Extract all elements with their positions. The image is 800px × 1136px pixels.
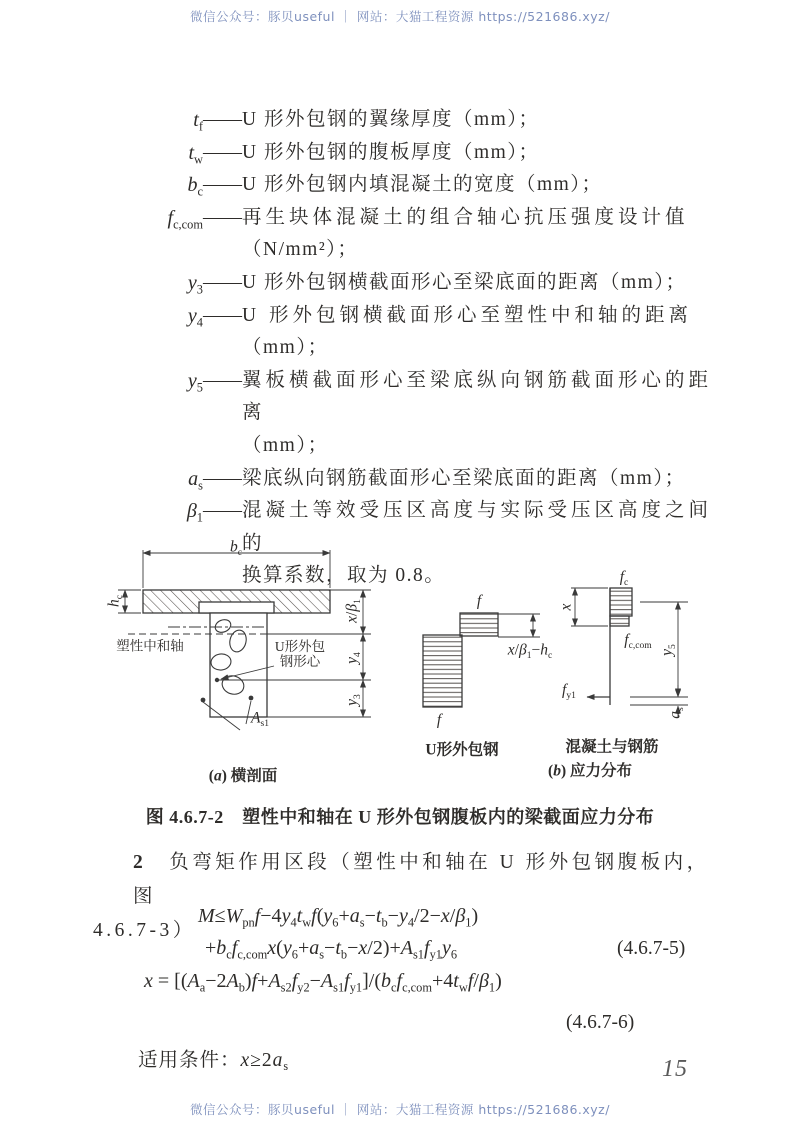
dim-label-y3: $y_3$	[343, 694, 363, 706]
equation-number-5: (4.6.7-5)	[617, 938, 686, 959]
plastic-neutral-axis-label: 塑性中和轴	[116, 638, 184, 654]
definition-row	[100, 137, 726, 170]
definition-text: U 形外包钢的翼缘厚度（mm）；	[242, 109, 540, 130]
symbol-fccom: $f_{c,com}$	[167, 206, 203, 232]
definition-text: U 形外包钢的腹板厚度（mm）；	[242, 141, 540, 163]
definition-text: （mm）；	[242, 337, 329, 359]
figure-caption: 图 4.6.7-2 塑性中和轴在 U 形外包钢腹板内的梁截面应力分布	[145, 807, 655, 827]
definition-text: 梁底纵向钢筋截面形心至梁底面的距离（mm）；	[242, 467, 686, 489]
rebar-label-as1: $A_{s1}$	[251, 709, 269, 729]
symbol-tw: $t_w$	[188, 141, 203, 166]
applicability-condition: 适用条件：$x\ge 2a_s$	[138, 1050, 290, 1074]
stress-label-f-bottom: f	[436, 711, 442, 729]
definition-text: 翼板横截面形心至梁底纵向钢筋截面形心的距离	[242, 369, 713, 424]
clause-text-line2: 4.6.7-3）	[93, 920, 196, 941]
diagram-steel-stress	[423, 613, 540, 707]
symbol-y4: $y_4$	[187, 304, 203, 329]
stress-label-fccom: $f_{c,com}$	[624, 631, 652, 651]
em-dash: ——	[203, 109, 242, 130]
watermark-top: 微信公众号：豚贝useful ｜ 网站：大猫工程资源 https://521686.xyz/	[190, 9, 610, 24]
watermark-bottom: 微信公众号：豚贝useful ｜ 网站：大猫工程资源 https://521686.xyz/	[190, 1102, 610, 1117]
definition-text: （mm）；	[242, 434, 329, 456]
caption-steel: U形外包钢	[425, 741, 499, 759]
clause-number: 2	[133, 852, 147, 873]
stress-label-fc: $f_c$	[619, 568, 629, 588]
symbol-tf: $t_f$	[193, 109, 203, 134]
dim-label-y4: $y_4$	[343, 652, 363, 664]
definition-text: U 形外包钢横截面形心至塑性中和轴的距离	[242, 304, 692, 326]
definitions-list	[100, 104, 726, 593]
dim-label-bc: $b_c$	[229, 538, 243, 558]
page-number: 15	[662, 1056, 688, 1082]
symbol-y5: $y_5$	[187, 369, 203, 395]
symbol-as: $a_s$	[188, 467, 203, 492]
formula-4-6-7-5-line1: $M\le W_{pn}f-4y_4t_wf(y_6+a_s-t_b-y_4/2-x/\beta_1)$	[198, 905, 479, 930]
clause-text-line1: 负弯矩作用区段（塑性中和轴在 U 形外包钢腹板内，图	[133, 852, 710, 907]
definition-text: U 形外包钢内填混凝土的宽度（mm）；	[242, 174, 603, 196]
em-dash: ——	[203, 174, 242, 196]
em-dash: ——	[203, 141, 242, 163]
definition-row	[100, 300, 726, 365]
caption-concrete-rebar: 混凝土与钢筋	[565, 738, 659, 756]
dim-label-x-beta1: $x/\beta_1$	[343, 599, 363, 623]
equation-number-6: (4.6.7-6)	[566, 1012, 635, 1033]
definition-row	[100, 202, 726, 267]
em-dash: ——	[203, 500, 242, 522]
definition-row	[100, 169, 726, 202]
symbol-beta1: $\beta_1$	[186, 500, 203, 525]
em-dash: ——	[203, 467, 242, 489]
em-dash: ——	[203, 304, 242, 326]
stress-label-f-top: f	[476, 592, 482, 610]
u-steel-centroid-label: U形外包 钢形心	[274, 639, 326, 669]
em-dash: ——	[203, 206, 242, 228]
figure-line-art	[90, 540, 755, 805]
definition-text: U 形外包钢横截面形心至梁底面的距离（mm）；	[242, 271, 687, 293]
definition-text: 换算系数，取为 0.8。	[242, 565, 446, 587]
dim-label-x: x	[557, 603, 575, 611]
formula-4-6-7-5-line2: $+b_cf_{c,com}x(y_6+a_s-t_b-x/2)+A_{s1}f_{y1}y_6$	[205, 937, 458, 962]
symbol-y3: $y_3$	[187, 271, 203, 297]
definition-text: 再生块体混凝土的组合轴心抗压强度设计值	[242, 206, 689, 228]
dim-label-as: $a_s$	[666, 707, 686, 719]
caption-a: (a) 横剖面	[208, 767, 278, 785]
symbol-bc: $b_c$	[187, 174, 203, 199]
definition-row	[100, 365, 726, 463]
em-dash: ——	[203, 271, 242, 293]
definition-text: 混凝土等效受压区高度与实际受压区高度之间的	[242, 500, 713, 554]
clause-paragraph	[93, 846, 727, 948]
dim-label-hc: $h_c$	[105, 594, 125, 608]
formula-4-6-7-6: $x = [(A_a-2A_b)f+A_{s2}f_{y2}-A_{s1}f_{y1}]/(b_cf_{c,com}+4t_wf/\beta_1)$	[144, 970, 502, 995]
em-dash: ——	[203, 369, 242, 391]
stress-label-fy1: $f_{y1}$	[562, 681, 576, 701]
caption-b: (b) 应力分布	[548, 762, 632, 780]
dim-label-xbeta1-hc: $x/\beta_1-h_c$	[507, 641, 553, 661]
definition-text: （N/mm²）；	[242, 239, 359, 261]
definition-row	[100, 104, 726, 137]
definition-row	[100, 463, 726, 496]
definition-row	[100, 267, 726, 300]
dim-label-y5: $y_5$	[658, 644, 678, 656]
figure-4-6-7-2	[90, 540, 755, 805]
